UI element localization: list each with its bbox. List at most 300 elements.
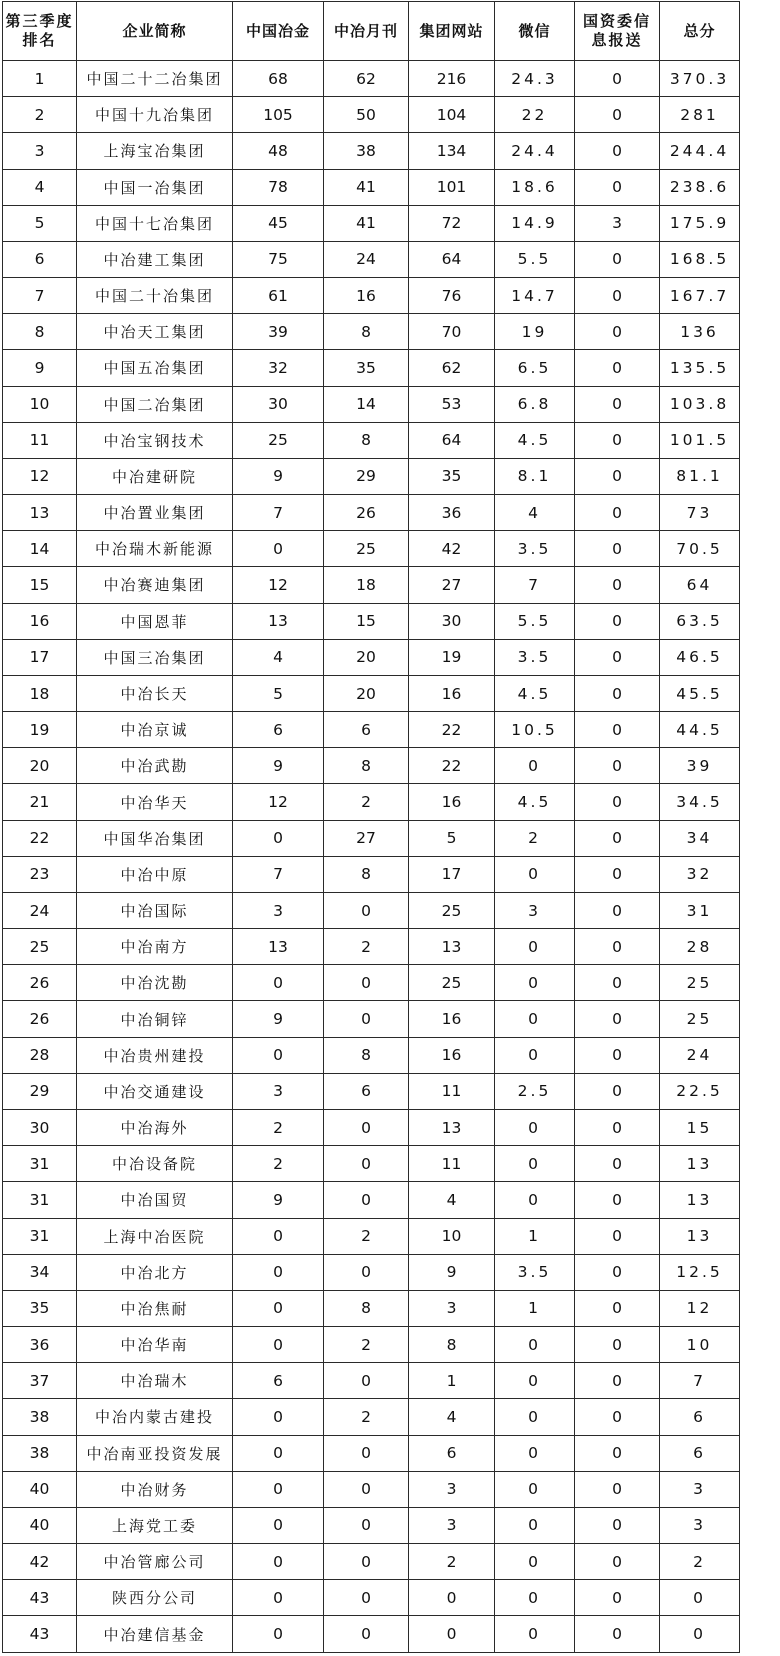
table-row (3, 1327, 740, 1363)
cell-china-metallurgy: 105 (233, 97, 324, 133)
header-china-metallurgy: 中国冶金 (233, 2, 324, 61)
cell-group-website: 62 (409, 350, 495, 386)
cell-group-website: 64 (409, 241, 495, 277)
cell-total-score: 25 (660, 965, 740, 1001)
cell-mcc-monthly: 8 (324, 1037, 409, 1073)
cell-sasac-report: 0 (575, 567, 660, 603)
cell-group-website: 16 (409, 675, 495, 711)
cell-china-metallurgy: 0 (233, 1290, 324, 1326)
cell-mcc-monthly: 27 (324, 820, 409, 856)
cell-group-website: 5 (409, 820, 495, 856)
cell-sasac-report: 0 (575, 133, 660, 169)
cell-sasac-report: 0 (575, 1327, 660, 1363)
cell-china-metallurgy: 0 (233, 1254, 324, 1290)
cell-wechat: 3.5 (495, 639, 575, 675)
cell-wechat: 2.5 (495, 1073, 575, 1109)
table-row (3, 784, 740, 820)
cell-total-score: 136 (660, 314, 740, 350)
cell-china-metallurgy: 0 (233, 1544, 324, 1580)
cell-sasac-report: 0 (575, 1254, 660, 1290)
cell-company-name: 中冶焦耐 (77, 1290, 233, 1326)
cell-total-score: 28 (660, 929, 740, 965)
cell-rank: 17 (3, 639, 77, 675)
cell-wechat: 0 (495, 1399, 575, 1435)
table-row (3, 1218, 740, 1254)
cell-rank: 11 (3, 422, 77, 458)
cell-sasac-report: 0 (575, 1507, 660, 1543)
cell-rank: 36 (3, 1327, 77, 1363)
cell-wechat: 0 (495, 1109, 575, 1145)
cell-sasac-report: 0 (575, 61, 660, 97)
cell-sasac-report: 0 (575, 1580, 660, 1616)
cell-wechat: 0 (495, 1146, 575, 1182)
cell-wechat: 14.9 (495, 205, 575, 241)
cell-rank: 6 (3, 241, 77, 277)
cell-group-website: 25 (409, 892, 495, 928)
cell-rank: 10 (3, 386, 77, 422)
table-row (3, 1363, 740, 1399)
cell-company-name: 中冶铜锌 (77, 1001, 233, 1037)
cell-total-score: 12.5 (660, 1254, 740, 1290)
cell-mcc-monthly: 6 (324, 1073, 409, 1109)
cell-total-score: 34.5 (660, 784, 740, 820)
cell-group-website: 30 (409, 603, 495, 639)
cell-group-website: 42 (409, 531, 495, 567)
table-row (3, 820, 740, 856)
cell-total-score: 32 (660, 856, 740, 892)
cell-company-name: 中冶海外 (77, 1109, 233, 1145)
cell-company-name: 中冶华南 (77, 1327, 233, 1363)
cell-company-name: 中国二十冶集团 (77, 278, 233, 314)
cell-mcc-monthly: 8 (324, 1290, 409, 1326)
cell-china-metallurgy: 0 (233, 965, 324, 1001)
table-row (3, 314, 740, 350)
cell-china-metallurgy: 12 (233, 567, 324, 603)
cell-sasac-report: 0 (575, 1616, 660, 1653)
table-row (3, 422, 740, 458)
cell-total-score: 6 (660, 1399, 740, 1435)
table-row (3, 675, 740, 711)
cell-sasac-report: 0 (575, 675, 660, 711)
cell-china-metallurgy: 9 (233, 748, 324, 784)
cell-china-metallurgy: 45 (233, 205, 324, 241)
cell-sasac-report: 0 (575, 1363, 660, 1399)
cell-sasac-report: 0 (575, 929, 660, 965)
cell-wechat: 0 (495, 929, 575, 965)
table-row (3, 495, 740, 531)
cell-total-score: 39 (660, 748, 740, 784)
cell-group-website: 19 (409, 639, 495, 675)
cell-rank: 26 (3, 1001, 77, 1037)
cell-total-score: 238.6 (660, 169, 740, 205)
table-row (3, 639, 740, 675)
table-row (3, 1507, 740, 1543)
cell-total-score: 13 (660, 1146, 740, 1182)
cell-sasac-report: 0 (575, 495, 660, 531)
cell-group-website: 72 (409, 205, 495, 241)
cell-sasac-report: 0 (575, 350, 660, 386)
cell-total-score: 0 (660, 1616, 740, 1653)
cell-china-metallurgy: 5 (233, 675, 324, 711)
cell-china-metallurgy: 9 (233, 1001, 324, 1037)
cell-sasac-report: 0 (575, 892, 660, 928)
cell-company-name: 中冶赛迪集团 (77, 567, 233, 603)
cell-sasac-report: 0 (575, 97, 660, 133)
table-row (3, 1109, 740, 1145)
cell-rank: 2 (3, 97, 77, 133)
cell-group-website: 134 (409, 133, 495, 169)
cell-group-website: 10 (409, 1218, 495, 1254)
table-body (3, 61, 740, 1653)
cell-group-website: 16 (409, 1037, 495, 1073)
cell-wechat: 18.6 (495, 169, 575, 205)
cell-total-score: 64 (660, 567, 740, 603)
header-mcc-monthly: 中冶月刊 (324, 2, 409, 61)
cell-rank: 26 (3, 965, 77, 1001)
cell-company-name: 中国十七冶集团 (77, 205, 233, 241)
cell-company-name: 中国恩菲 (77, 603, 233, 639)
cell-sasac-report: 0 (575, 422, 660, 458)
cell-total-score: 135.5 (660, 350, 740, 386)
cell-china-metallurgy: 61 (233, 278, 324, 314)
cell-mcc-monthly: 0 (324, 1507, 409, 1543)
cell-company-name: 上海党工委 (77, 1507, 233, 1543)
header-group-website: 集团网站 (409, 2, 495, 61)
cell-wechat: 0 (495, 1544, 575, 1580)
cell-china-metallurgy: 3 (233, 1073, 324, 1109)
cell-china-metallurgy: 13 (233, 929, 324, 965)
cell-total-score: 167.7 (660, 278, 740, 314)
cell-china-metallurgy: 3 (233, 892, 324, 928)
cell-mcc-monthly: 2 (324, 1399, 409, 1435)
cell-china-metallurgy: 12 (233, 784, 324, 820)
cell-china-metallurgy: 25 (233, 422, 324, 458)
cell-total-score: 13 (660, 1182, 740, 1218)
cell-china-metallurgy: 0 (233, 820, 324, 856)
cell-sasac-report: 0 (575, 241, 660, 277)
cell-rank: 43 (3, 1616, 77, 1653)
cell-mcc-monthly: 18 (324, 567, 409, 603)
cell-mcc-monthly: 35 (324, 350, 409, 386)
cell-wechat: 4.5 (495, 784, 575, 820)
cell-china-metallurgy: 32 (233, 350, 324, 386)
cell-wechat: 0 (495, 1327, 575, 1363)
table-row (3, 1001, 740, 1037)
cell-group-website: 17 (409, 856, 495, 892)
table-row (3, 1471, 740, 1507)
cell-china-metallurgy: 9 (233, 1182, 324, 1218)
cell-rank: 40 (3, 1471, 77, 1507)
cell-mcc-monthly: 38 (324, 133, 409, 169)
cell-group-website: 4 (409, 1399, 495, 1435)
cell-company-name: 中冶沈勘 (77, 965, 233, 1001)
cell-rank: 31 (3, 1146, 77, 1182)
cell-wechat: 4 (495, 495, 575, 531)
table-row (3, 748, 740, 784)
cell-rank: 18 (3, 675, 77, 711)
cell-total-score: 63.5 (660, 603, 740, 639)
cell-china-metallurgy: 48 (233, 133, 324, 169)
cell-mcc-monthly: 62 (324, 61, 409, 97)
cell-rank: 1 (3, 61, 77, 97)
table-row (3, 241, 740, 277)
cell-rank: 42 (3, 1544, 77, 1580)
cell-company-name: 中冶建工集团 (77, 241, 233, 277)
cell-total-score: 2 (660, 1544, 740, 1580)
cell-china-metallurgy: 78 (233, 169, 324, 205)
header-wechat: 微信 (495, 2, 575, 61)
cell-total-score: 3 (660, 1471, 740, 1507)
cell-sasac-report: 0 (575, 1218, 660, 1254)
cell-china-metallurgy: 0 (233, 1399, 324, 1435)
cell-wechat: 8.1 (495, 458, 575, 494)
cell-mcc-monthly: 8 (324, 422, 409, 458)
cell-sasac-report: 0 (575, 1399, 660, 1435)
cell-group-website: 76 (409, 278, 495, 314)
cell-mcc-monthly: 0 (324, 1580, 409, 1616)
cell-group-website: 53 (409, 386, 495, 422)
cell-wechat: 1 (495, 1218, 575, 1254)
cell-total-score: 46.5 (660, 639, 740, 675)
table-row (3, 567, 740, 603)
cell-mcc-monthly: 0 (324, 1363, 409, 1399)
table-row (3, 205, 740, 241)
cell-china-metallurgy: 6 (233, 712, 324, 748)
cell-sasac-report: 0 (575, 1073, 660, 1109)
header-rank: 第三季度排名 (3, 2, 77, 61)
table-row (3, 712, 740, 748)
cell-group-website: 216 (409, 61, 495, 97)
cell-total-score: 73 (660, 495, 740, 531)
cell-rank: 9 (3, 350, 77, 386)
cell-rank: 5 (3, 205, 77, 241)
cell-group-website: 3 (409, 1290, 495, 1326)
cell-group-website: 6 (409, 1435, 495, 1471)
cell-wechat: 0 (495, 1363, 575, 1399)
cell-total-score: 34 (660, 820, 740, 856)
cell-wechat: 7 (495, 567, 575, 603)
table-row (3, 278, 740, 314)
cell-wechat: 0 (495, 965, 575, 1001)
cell-china-metallurgy: 0 (233, 1327, 324, 1363)
cell-company-name: 中冶内蒙古建投 (77, 1399, 233, 1435)
cell-company-name: 中冶瑞木 (77, 1363, 233, 1399)
cell-company-name: 中冶贵州建投 (77, 1037, 233, 1073)
cell-rank: 34 (3, 1254, 77, 1290)
cell-total-score: 370.3 (660, 61, 740, 97)
cell-china-metallurgy: 13 (233, 603, 324, 639)
cell-company-name: 中冶管廊公司 (77, 1544, 233, 1580)
cell-wechat: 5.5 (495, 241, 575, 277)
cell-wechat: 4.5 (495, 675, 575, 711)
cell-company-name: 中冶华天 (77, 784, 233, 820)
cell-company-name: 中冶京诚 (77, 712, 233, 748)
cell-wechat: 5.5 (495, 603, 575, 639)
cell-china-metallurgy: 4 (233, 639, 324, 675)
cell-sasac-report: 0 (575, 278, 660, 314)
cell-wechat: 0 (495, 1182, 575, 1218)
cell-china-metallurgy: 0 (233, 1580, 324, 1616)
cell-rank: 29 (3, 1073, 77, 1109)
cell-group-website: 27 (409, 567, 495, 603)
cell-company-name: 上海宝冶集团 (77, 133, 233, 169)
cell-china-metallurgy: 0 (233, 1218, 324, 1254)
cell-sasac-report: 0 (575, 531, 660, 567)
cell-wechat: 22 (495, 97, 575, 133)
cell-wechat: 0 (495, 1001, 575, 1037)
cell-rank: 24 (3, 892, 77, 928)
cell-company-name: 中冶南亚投资发展 (77, 1435, 233, 1471)
table-row (3, 133, 740, 169)
cell-wechat: 0 (495, 1507, 575, 1543)
cell-sasac-report: 0 (575, 1471, 660, 1507)
cell-company-name: 中冶置业集团 (77, 495, 233, 531)
cell-sasac-report: 0 (575, 820, 660, 856)
cell-total-score: 10 (660, 1327, 740, 1363)
cell-company-name: 陕西分公司 (77, 1580, 233, 1616)
cell-company-name: 中国华冶集团 (77, 820, 233, 856)
cell-group-website: 3 (409, 1471, 495, 1507)
cell-china-metallurgy: 0 (233, 1037, 324, 1073)
cell-china-metallurgy: 7 (233, 856, 324, 892)
cell-china-metallurgy: 6 (233, 1363, 324, 1399)
cell-company-name: 中国三冶集团 (77, 639, 233, 675)
cell-group-website: 8 (409, 1327, 495, 1363)
cell-mcc-monthly: 0 (324, 1471, 409, 1507)
cell-sasac-report: 0 (575, 639, 660, 675)
cell-total-score: 0 (660, 1580, 740, 1616)
cell-china-metallurgy: 0 (233, 1616, 324, 1653)
header-row (3, 2, 740, 61)
cell-rank: 30 (3, 1109, 77, 1145)
cell-rank: 43 (3, 1580, 77, 1616)
cell-mcc-monthly: 0 (324, 1146, 409, 1182)
cell-mcc-monthly: 0 (324, 1182, 409, 1218)
cell-rank: 40 (3, 1507, 77, 1543)
cell-group-website: 16 (409, 784, 495, 820)
cell-group-website: 0 (409, 1580, 495, 1616)
cell-mcc-monthly: 2 (324, 1218, 409, 1254)
cell-mcc-monthly: 8 (324, 856, 409, 892)
cell-mcc-monthly: 0 (324, 1254, 409, 1290)
cell-total-score: 45.5 (660, 675, 740, 711)
header-sasac-report: 国资委信息报送 (575, 2, 660, 61)
cell-china-metallurgy: 7 (233, 495, 324, 531)
cell-wechat: 0 (495, 1435, 575, 1471)
cell-sasac-report: 0 (575, 748, 660, 784)
cell-mcc-monthly: 41 (324, 205, 409, 241)
cell-company-name: 中冶建信基金 (77, 1616, 233, 1653)
table-row (3, 1435, 740, 1471)
cell-company-name: 中冶财务 (77, 1471, 233, 1507)
cell-mcc-monthly: 16 (324, 278, 409, 314)
cell-total-score: 25 (660, 1001, 740, 1037)
cell-sasac-report: 0 (575, 1001, 660, 1037)
cell-sasac-report: 0 (575, 458, 660, 494)
table-row (3, 965, 740, 1001)
cell-rank: 38 (3, 1435, 77, 1471)
cell-rank: 3 (3, 133, 77, 169)
cell-mcc-monthly: 24 (324, 241, 409, 277)
cell-company-name: 中冶武勘 (77, 748, 233, 784)
cell-rank: 15 (3, 567, 77, 603)
cell-sasac-report: 0 (575, 784, 660, 820)
cell-total-score: 103.8 (660, 386, 740, 422)
cell-china-metallurgy: 68 (233, 61, 324, 97)
cell-china-metallurgy: 30 (233, 386, 324, 422)
cell-total-score: 13 (660, 1218, 740, 1254)
cell-wechat: 4.5 (495, 422, 575, 458)
table-row (3, 603, 740, 639)
cell-group-website: 22 (409, 712, 495, 748)
cell-company-name: 中冶中原 (77, 856, 233, 892)
table-row (3, 531, 740, 567)
cell-group-website: 36 (409, 495, 495, 531)
cell-mcc-monthly: 8 (324, 314, 409, 350)
cell-china-metallurgy: 0 (233, 1435, 324, 1471)
cell-mcc-monthly: 0 (324, 1435, 409, 1471)
cell-mcc-monthly: 0 (324, 1616, 409, 1653)
cell-group-website: 13 (409, 929, 495, 965)
cell-company-name: 上海中冶医院 (77, 1218, 233, 1254)
cell-total-score: 175.9 (660, 205, 740, 241)
cell-group-website: 3 (409, 1507, 495, 1543)
table-row (3, 1037, 740, 1073)
cell-wechat: 0 (495, 856, 575, 892)
cell-wechat: 0 (495, 1037, 575, 1073)
cell-china-metallurgy: 0 (233, 1471, 324, 1507)
table-row (3, 169, 740, 205)
header-company-name: 企业简称 (77, 2, 233, 61)
cell-rank: 14 (3, 531, 77, 567)
cell-group-website: 1 (409, 1363, 495, 1399)
table-row (3, 1146, 740, 1182)
cell-rank: 16 (3, 603, 77, 639)
cell-china-metallurgy: 2 (233, 1146, 324, 1182)
cell-china-metallurgy: 2 (233, 1109, 324, 1145)
cell-rank: 23 (3, 856, 77, 892)
cell-company-name: 中国十九冶集团 (77, 97, 233, 133)
table-row (3, 61, 740, 97)
cell-rank: 13 (3, 495, 77, 531)
cell-total-score: 6 (660, 1435, 740, 1471)
table-row (3, 1544, 740, 1580)
cell-rank: 28 (3, 1037, 77, 1073)
cell-total-score: 31 (660, 892, 740, 928)
cell-sasac-report: 0 (575, 1037, 660, 1073)
cell-mcc-monthly: 2 (324, 1327, 409, 1363)
cell-wechat: 0 (495, 1616, 575, 1653)
cell-rank: 37 (3, 1363, 77, 1399)
table-row (3, 856, 740, 892)
cell-total-score: 24 (660, 1037, 740, 1073)
table-row (3, 1073, 740, 1109)
cell-total-score: 7 (660, 1363, 740, 1399)
cell-group-website: 104 (409, 97, 495, 133)
cell-wechat: 6.8 (495, 386, 575, 422)
cell-rank: 20 (3, 748, 77, 784)
cell-wechat: 0 (495, 1580, 575, 1616)
cell-mcc-monthly: 29 (324, 458, 409, 494)
cell-group-website: 16 (409, 1001, 495, 1037)
cell-company-name: 中冶建研院 (77, 458, 233, 494)
cell-company-name: 中国二冶集团 (77, 386, 233, 422)
cell-mcc-monthly: 8 (324, 748, 409, 784)
cell-mcc-monthly: 2 (324, 929, 409, 965)
cell-group-website: 25 (409, 965, 495, 1001)
cell-total-score: 81.1 (660, 458, 740, 494)
cell-company-name: 中冶宝钢技术 (77, 422, 233, 458)
